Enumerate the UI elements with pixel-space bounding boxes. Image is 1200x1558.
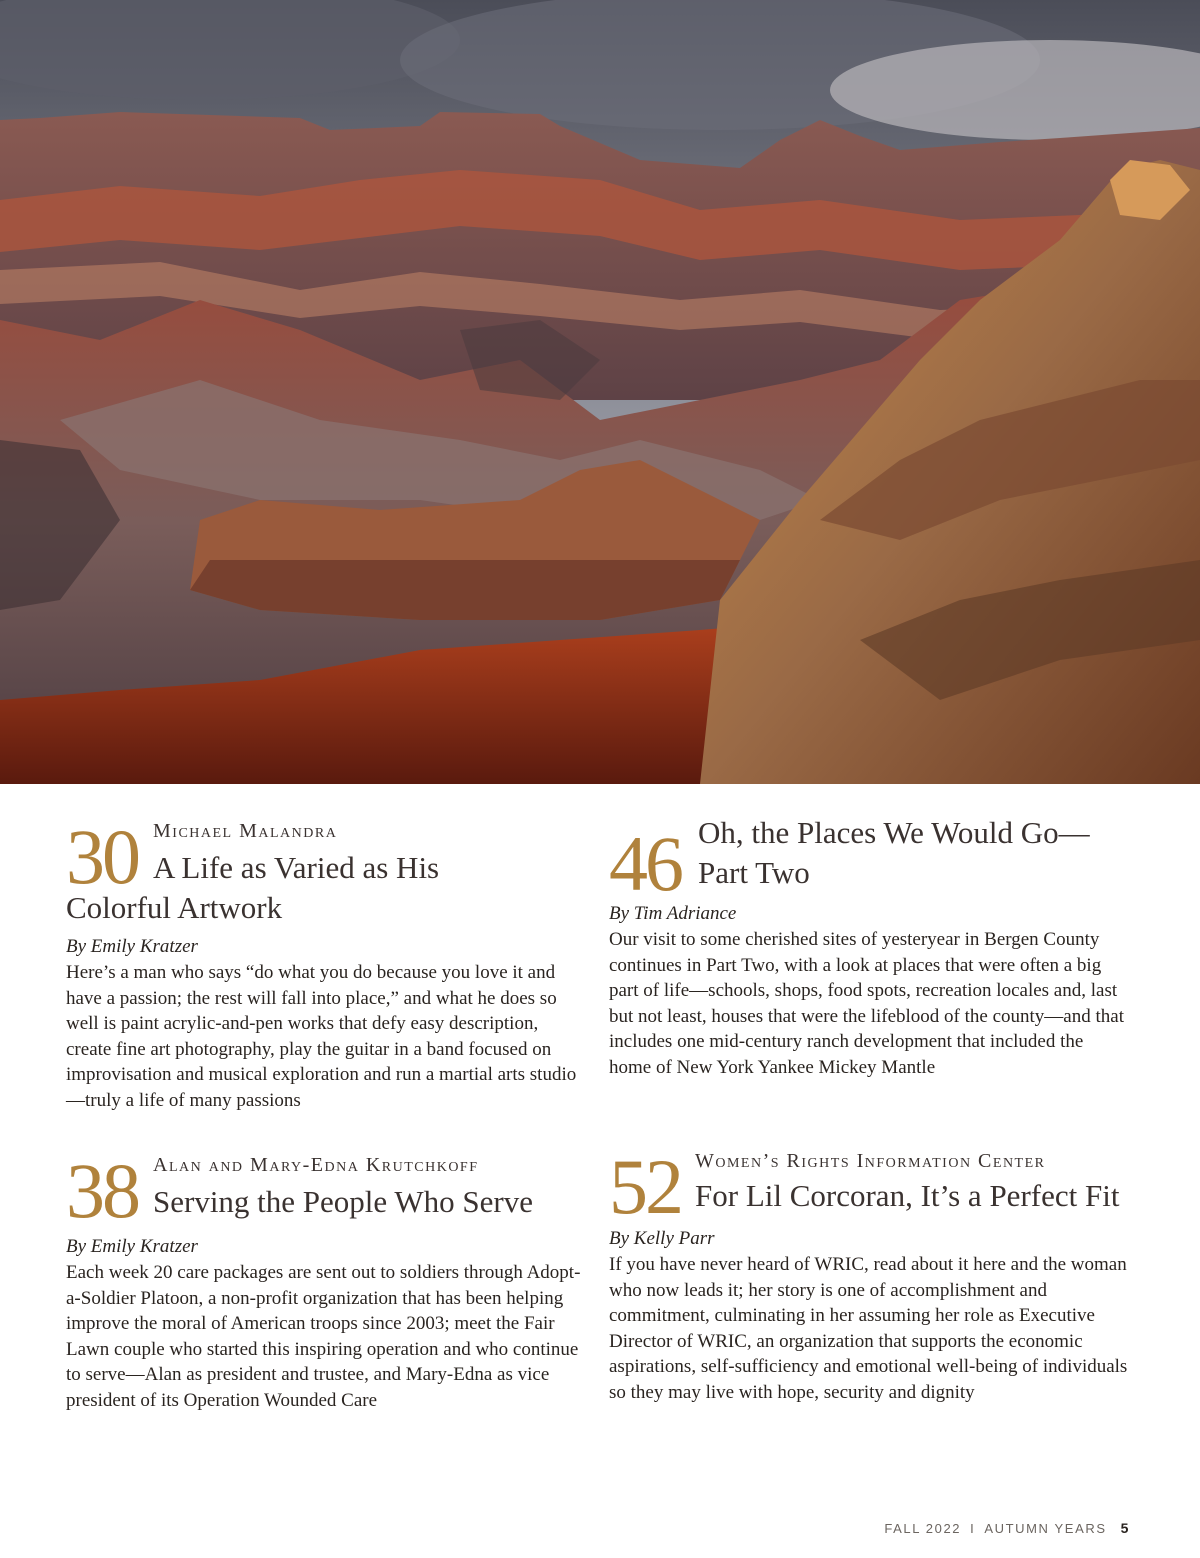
article-title-line: Colorful Artwork bbox=[66, 890, 283, 925]
article-entry bbox=[66, 1147, 586, 1414]
article-byline: By Kelly Parr bbox=[609, 1228, 715, 1249]
article-heading bbox=[66, 813, 586, 928]
article-heading bbox=[609, 813, 1129, 907]
page-number-label: 52 bbox=[609, 1143, 681, 1230]
article-entry bbox=[609, 1143, 1139, 1406]
article-kicker: Michael Malandra bbox=[153, 820, 338, 842]
article-byline: By Emily Kratzer bbox=[66, 936, 198, 957]
article-byline: By Tim Adriance bbox=[609, 903, 737, 924]
article-description: Each week 20 care packages are sent out to soldiers through Adopt-a-Soldier Platoon, a non-profit organization that has been helping improve the moral of American troops since 2003; meet the Fair Lawn couple who started this inspiring operation and who continue to serve—Alan as president and trustee, and Mary-Edna as vice president of its Operation Wounded Care bbox=[66, 1262, 581, 1411]
article-description: Here’s a man who says “do what you do because you love it and have a passion; the rest will fall into place,” and what he does so well is paint acrylic-and-pen works that defy easy description, create fine art photography, play the guitar in a band focused on improvisation and musical exploration and run a martial arts studio—truly a life of many passions bbox=[66, 962, 577, 1111]
article-title: Serving the People Who Serve bbox=[153, 1184, 533, 1219]
page-number-label: 30 bbox=[66, 813, 138, 900]
article-title: For Lil Corcoran, It’s a Perfect Fit bbox=[695, 1178, 1120, 1213]
page-number-label: 46 bbox=[609, 820, 681, 907]
article-byline: By Emily Kratzer bbox=[66, 1236, 198, 1257]
footer-separator: I bbox=[970, 1521, 976, 1536]
article-description: Our visit to some cherished sites of yesteryear in Bergen County continues in Part Two, with a look at places that were often a big part of life—schools, shops, food spots, recreation locales and, last but not least, houses that were the lifeblood of the county—and that includes one mid-century ranch development that included the home of New York Yankee Mickey Mantle bbox=[609, 929, 1124, 1078]
issue-label: FALL 2022 bbox=[884, 1521, 962, 1536]
page-footer bbox=[884, 1520, 1130, 1536]
article-title bbox=[66, 848, 586, 928]
magazine-name: AUTUMN YEARS bbox=[984, 1521, 1107, 1536]
page-number: 5 bbox=[1120, 1520, 1130, 1536]
article-entry bbox=[609, 813, 1129, 1081]
article-description: If you have never heard of WRIC, read about it here and the woman who now leads it; her story is one of accomplishment and commitment, culminating in her assuming her role as Executive Director of WRIC, an organization that supports the economic aspirations, self-sufficiency and emotional well-being of individuals so they may live with hope, security and dignity bbox=[609, 1254, 1128, 1403]
article-title-line: Part Two bbox=[698, 855, 810, 890]
article-title-line: Oh, the Places We Would Go— bbox=[698, 815, 1090, 850]
article-title-line: A Life as Varied as His bbox=[153, 850, 440, 885]
article-heading bbox=[66, 1147, 586, 1234]
article-title bbox=[609, 813, 1129, 893]
article-entry bbox=[66, 813, 586, 1114]
article-kicker: Women’s Rights Information Center bbox=[695, 1150, 1046, 1172]
page-number-label: 38 bbox=[66, 1147, 138, 1234]
article-heading bbox=[609, 1143, 1139, 1230]
article-kicker: Alan and Mary-Edna Krutchkoff bbox=[153, 1154, 479, 1176]
